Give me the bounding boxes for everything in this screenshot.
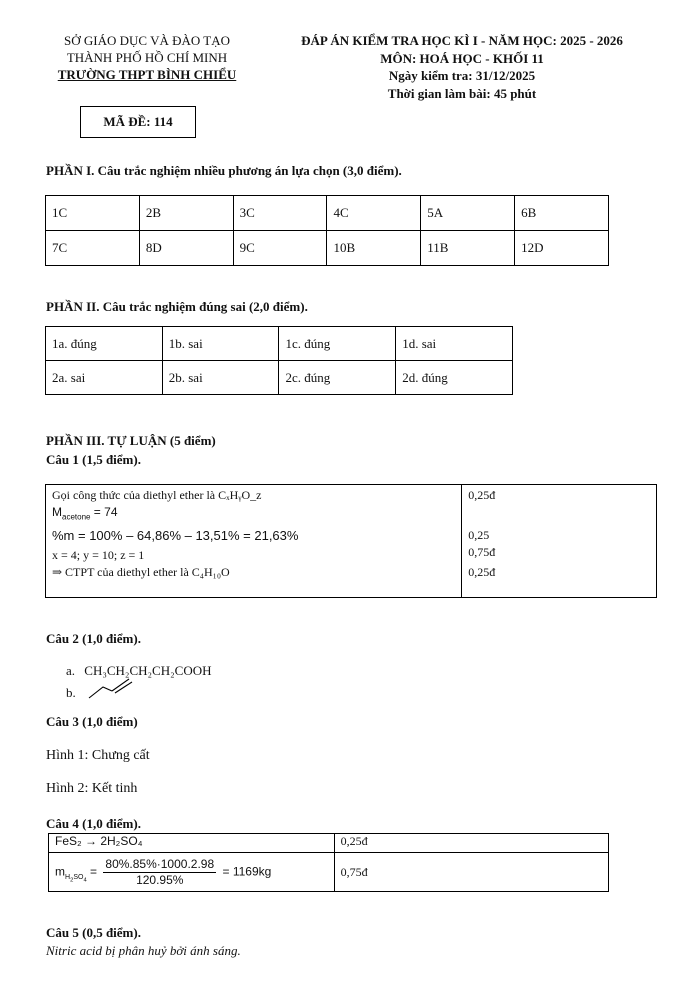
q3-figure-2: Hình 2: Kết tinh bbox=[46, 781, 138, 796]
q1-m-subscript: acetone bbox=[62, 512, 91, 522]
table-cell: 2a. sai bbox=[46, 361, 163, 395]
q1-score-4: 0,25đ bbox=[468, 565, 496, 579]
q4-answer-table bbox=[48, 833, 609, 892]
table-cell: 1d. sai bbox=[396, 327, 513, 361]
table-cell: 2c. đúng bbox=[279, 361, 396, 395]
exam-code-box bbox=[80, 106, 196, 138]
q1-score-1: 0,25đ bbox=[468, 488, 496, 502]
header-department bbox=[38, 32, 256, 83]
table-row bbox=[46, 361, 513, 395]
q4-calculation-cell bbox=[49, 853, 335, 892]
table-cell: 2b. sai bbox=[162, 361, 279, 395]
table-cell: 4C bbox=[327, 196, 421, 231]
q1-line-molar-mass bbox=[52, 504, 455, 525]
table-cell: 3C bbox=[233, 196, 327, 231]
q3-figure-1: Hình 1: Chưng cất bbox=[46, 748, 150, 763]
q2-title: Câu 2 (1,0 điểm). bbox=[46, 631, 141, 646]
table-cell: 9C bbox=[233, 231, 327, 266]
q5-answer: Nitric acid bị phân huỷ bởi ánh sáng. bbox=[46, 943, 241, 958]
q4-fraction-numerator: 80%.85%·1000.2.98 bbox=[105, 856, 215, 871]
skeletal-bond-chain bbox=[89, 687, 112, 698]
dept-line-2: THÀNH PHỐ HỒ CHÍ MINH bbox=[66, 50, 228, 65]
table-cell: 1c. đúng bbox=[279, 327, 396, 361]
table-cell: 8D bbox=[139, 231, 233, 266]
q2-b-label: b. bbox=[66, 685, 76, 700]
exam-title: ĐÁP ÁN KIỂM TRA HỌC KÌ I - NĂM HỌC: 2025 - 2026 bbox=[301, 33, 623, 48]
table-row bbox=[46, 485, 657, 598]
table-cell: 2B bbox=[139, 196, 233, 231]
q1-score-2: 0,25 bbox=[468, 528, 490, 542]
part2-title: PHẦN II. Câu trắc nghiệm đúng sai (2,0 điểm). bbox=[46, 299, 308, 314]
table-cell: 7C bbox=[46, 231, 140, 266]
q1-score-3: 0,75đ bbox=[468, 545, 496, 559]
table-cell: 2d. đúng bbox=[396, 361, 513, 395]
table-cell: 12D bbox=[515, 231, 609, 266]
table-cell: 10B bbox=[327, 231, 421, 266]
q3-title: Câu 3 (1,0 điểm) bbox=[46, 714, 138, 729]
q4-result: = 1169kg bbox=[222, 864, 272, 879]
q2-a-label: a. bbox=[66, 663, 76, 678]
part1-title: PHẦN I. Câu trắc nghiệm nhiều phương án lựa chọn (3,0 điểm). bbox=[46, 163, 402, 178]
table-row bbox=[46, 327, 513, 361]
table-cell: 5A bbox=[421, 196, 515, 231]
q2-a-formula: CH₃CH₂CH₂CH₂COOH bbox=[84, 663, 212, 678]
q1-m-symbol: M bbox=[52, 505, 62, 519]
q1-line-conclusion: ⇒ CTPT của diethyl ether là C₄H₁₀O bbox=[52, 565, 230, 580]
q4-equals: = bbox=[90, 864, 98, 879]
table-cell: 11B bbox=[421, 231, 515, 266]
q4-score-2: 0,75đ bbox=[334, 853, 608, 892]
q1-m-value: = 74 bbox=[90, 505, 118, 519]
table-cell: 6B bbox=[515, 196, 609, 231]
q4-equation-cell: FeS₂ → 2H₂SO₄ bbox=[49, 834, 335, 853]
q4-fraction-denominator: 120.95% bbox=[136, 872, 184, 887]
q4-fraction bbox=[103, 857, 216, 888]
q4-score-1: 0,25đ bbox=[334, 834, 608, 853]
table-row bbox=[46, 196, 609, 231]
q4-mass-subscript: H2SO4 bbox=[65, 873, 87, 883]
q1-answer-table bbox=[45, 484, 657, 598]
q1-solution-cell bbox=[46, 485, 462, 598]
exam-date: Ngày kiểm tra: 31/12/2025 bbox=[388, 68, 536, 83]
q2-skeletal-structure bbox=[86, 676, 136, 702]
part3-title: PHẦN III. TỰ LUẬN (5 điểm) bbox=[46, 433, 216, 448]
q1-score-cell bbox=[462, 485, 657, 598]
q1-line-oxygen-percent: %m = 100% – 64,86% – 13,51% = 21,63% bbox=[52, 528, 299, 544]
dept-line-1: SỞ GIÁO DỤC VÀ ĐÀO TẠO bbox=[64, 33, 230, 48]
q4-title: Câu 4 (1,0 điểm). bbox=[46, 816, 141, 831]
school-name: TRƯỜNG THPT BÌNH CHIỂU bbox=[57, 67, 237, 82]
part2-answer-table bbox=[45, 326, 513, 395]
table-cell: 1b. sai bbox=[162, 327, 279, 361]
table-row bbox=[49, 853, 609, 892]
q1-line-xyz: x = 4; y = 10; z = 1 bbox=[52, 548, 145, 563]
table-cell: 1a. đúng bbox=[46, 327, 163, 361]
q1-title: Câu 1 (1,5 điểm). bbox=[46, 452, 141, 467]
header-exam-info bbox=[272, 32, 652, 102]
table-row bbox=[46, 231, 609, 266]
exam-duration: Thời gian làm bài: 45 phút bbox=[387, 85, 537, 101]
exam-subject: MÔN: HOÁ HỌC - KHỐI 11 bbox=[380, 50, 544, 66]
table-row bbox=[49, 834, 609, 853]
q5-title: Câu 5 (0,5 điểm). bbox=[46, 925, 141, 940]
exam-code: MÃ ĐỀ: 114 bbox=[103, 114, 173, 129]
table-cell: 1C bbox=[46, 196, 140, 231]
q1-line-formula: Gọi công thức của diethyl ether là CₓHᵧO_z bbox=[52, 488, 262, 502]
q4-mass-symbol: m bbox=[55, 864, 65, 879]
q2-answer-b bbox=[66, 685, 76, 701]
part1-answer-table bbox=[45, 195, 609, 266]
